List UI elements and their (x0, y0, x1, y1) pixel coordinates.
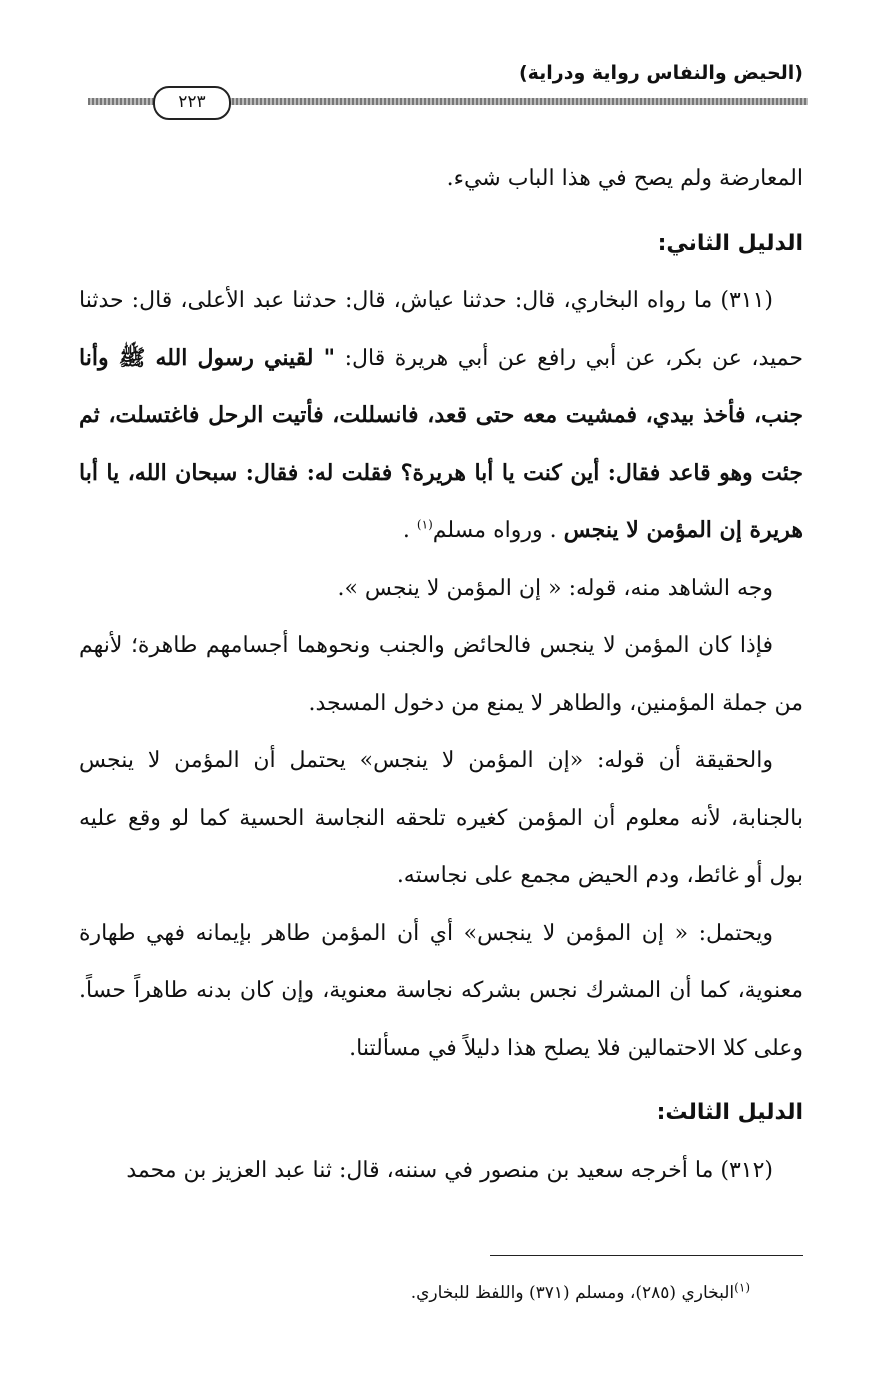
hadith-311-chain: (٣١١) ما رواه البخاري، قال: حدثنا عياش، قال: حدثنا عبد الأعلى، قال: حدثنا حميد، عن بكر، عن أبي رافع عن أبي هريرة قال: (79, 288, 803, 371)
hadith-311-source: . ورواه مسلم (432, 518, 564, 543)
heading-third-evidence: الدليل الثالث: (656, 1100, 803, 1125)
heading-second-evidence: الدليل الثاني: (657, 230, 803, 256)
footnote-marker: (١) (734, 1280, 750, 1295)
footnote-text: البخاري (٢٨٥)، ومسلم (٣٧١) واللفظ للبخاري. (410, 1283, 735, 1303)
paragraph-possibility: ويحتمل: « إن المؤمن لا ينجس» أي أن المؤمن طاهر بإيمانه فهي طهارة معنوية، كما أن المشرك نجس بشركه نجاسة معنوية، وإن كان بدنه طاهراً حساً. وعلى كلا الاحتمالين فلا يصلح هذا دليلاً في مسألتنا. (79, 920, 803, 1061)
hadith-311-text: " لقيني رسول الله ﷺ وأنا جنب، فأخذ بيدي، فمشيت معه حتى قعد، فانسللت، فأتيت الرحل فاغتسلت، ثم جئت وهو قاعد فقال: أين كنت يا أبا هريرة؟ فقلت له: فقال: سبحان الله، يا أبا هريرة إن المؤمن لا ينجس (79, 344, 803, 543)
footnote-rule (490, 1255, 803, 1256)
paragraph-hadith-312: (٣١٢) ما أخرجه سعيد بن منصور في سننه، قال: ثنا عبد العزيز بن محمد (126, 1157, 773, 1183)
paragraph-reality: والحقيقة أن قوله: «إن المؤمن لا ينجس» يحتمل أن المؤمن لا ينجس بالجنابة، لأنه معلوم أن المؤمن كغيره تلحقه النجاسة الحسية كما لو وقع عليه بول أو غائط، ودم الحيض مجمع على نجاسته. (79, 748, 803, 888)
paragraph-1: المعارضة ولم يصح في هذا الباب شيء. (446, 166, 803, 191)
hadith-311-end: . (402, 518, 417, 543)
paragraph-evidence-point: وجه الشاهد منه، قوله: « إن المؤمن لا ينجس ». (337, 575, 773, 601)
page-number: ٢٢٣ (153, 86, 231, 120)
footnote (410, 1280, 750, 1303)
footnote-reference: (١) (416, 517, 433, 532)
paragraph-hadith-311 (79, 272, 803, 560)
running-title: (الحيض والنفاس رواية ودراية) (518, 62, 803, 84)
body-text (79, 150, 803, 1199)
paragraph-inference: فإذا كان المؤمن لا ينجس فالحائض والجنب ونحوهما أجسامهم طاهرة؛ لأنهم من جملة المؤمنين، والطاهر لا يمنع من دخول المسجد. (79, 633, 803, 716)
